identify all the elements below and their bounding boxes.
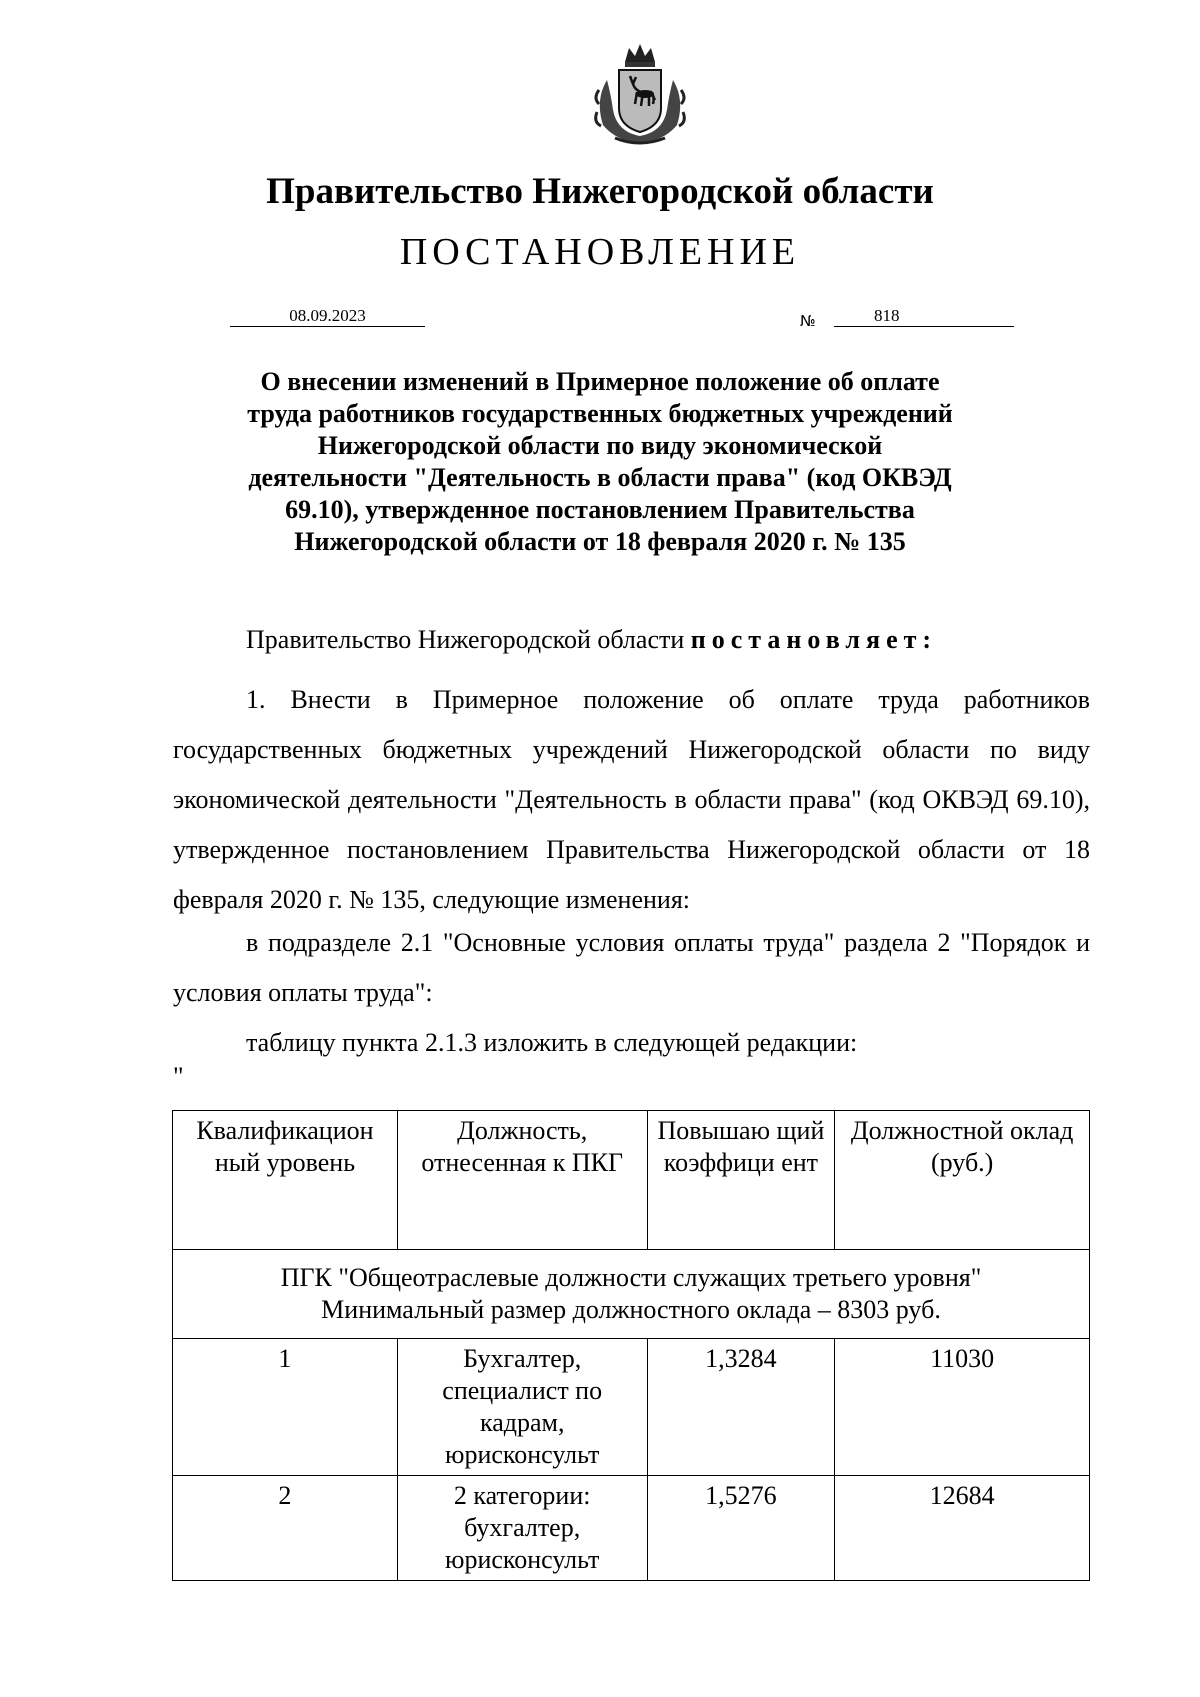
header-qualification-level: Квалификацион ный уровень: [173, 1111, 398, 1250]
subsection-paragraph: в подразделе 2.1 "Основные условия оплаты труда" раздела 2 "Порядок и условия оплаты труда":: [173, 928, 1090, 1007]
decree-verb: постановляет:: [690, 625, 938, 654]
subject-line: О внесении изменений в Примерное положение об оплате: [260, 367, 940, 396]
decree-number: 818: [834, 306, 1014, 327]
header-position: Должность, отнесенная к ПКГ: [397, 1111, 647, 1250]
subject-line: труда работников государственных бюджетных учреждений: [247, 399, 953, 428]
table-row: [173, 1339, 1090, 1476]
subject-line: Нижегородской области от 18 февраля 2020 г. № 135: [294, 527, 906, 556]
subject-line: деятельности "Деятельность в области права" (код ОКВЭД: [248, 463, 952, 492]
cell-level: 1: [173, 1339, 398, 1476]
coat-of-arms-icon: [585, 40, 695, 150]
table-row: [173, 1476, 1090, 1581]
group-title: ПГК "Общеотраслевые должности служащих третьего уровня": [280, 1263, 982, 1292]
cell-salary: 11030: [835, 1339, 1090, 1476]
item-1-paragraph: 1. Внести в Примерное положение об оплате труда работников государственных бюджетных учреждений Нижегородской области по виду экономической деятельности "Деятельность в области права" (код ОКВЭД 69.10), утвержденное постановлением Правительства Нижегородской области от 18 февраля 2020 г. № 135, следующие изменения:: [173, 685, 1090, 914]
intro-prefix: Правительство Нижегородской области: [246, 625, 691, 654]
cell-position: 2 категории: бухгалтер, юрисконсульт: [397, 1476, 647, 1581]
cell-coefficient: 1,3284: [647, 1339, 835, 1476]
document-type: ПОСТАНОВЛЕНИЕ: [399, 231, 801, 273]
cell-level: 2: [173, 1476, 398, 1581]
intro-paragraph: [173, 625, 1090, 655]
group-cell: [173, 1250, 1090, 1339]
salary-table: [172, 1110, 1090, 1581]
cell-salary: 12684: [835, 1476, 1090, 1581]
number-sign: №: [800, 312, 816, 330]
subject-line: 69.10), утвержденное постановлением Правительства: [285, 495, 915, 524]
table-group-row: [173, 1250, 1090, 1339]
government-name: Правительство Нижегородской области: [266, 171, 934, 212]
cell-coefficient: 1,5276: [647, 1476, 835, 1581]
cell-position: Бухгалтер, специалист по кадрам, юрисконсульт: [397, 1339, 647, 1476]
subject-line: Нижегородской области по виду экономической: [317, 431, 883, 460]
table-intro-paragraph: таблицу пункта 2.1.3 изложить в следующей редакции:: [246, 1028, 858, 1057]
group-min-salary: Минимальный размер должностного оклада – 8303 руб.: [321, 1295, 941, 1324]
header-coefficient: Повышаю щий коэффици ент: [647, 1111, 835, 1250]
opening-quote: ": [173, 1062, 184, 1091]
decree-date: 08.09.2023: [230, 306, 425, 327]
decree-subject: [180, 366, 1020, 558]
header-salary: Должностной оклад (руб.): [835, 1111, 1090, 1250]
table-header-row: [173, 1111, 1090, 1250]
